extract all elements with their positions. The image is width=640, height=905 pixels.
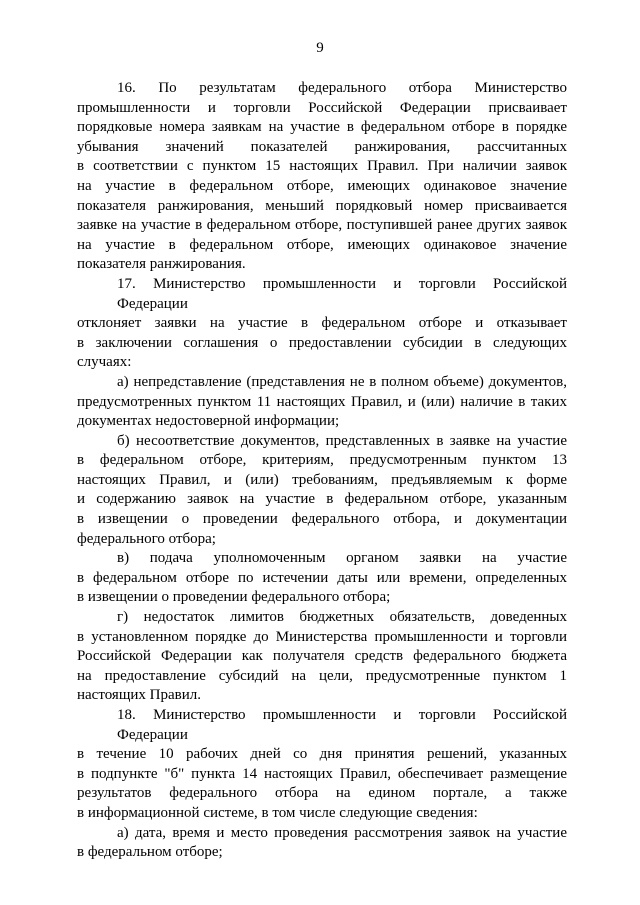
- text-line: 16. По результатам федерального отбора Министерство: [117, 80, 567, 96]
- text-line: в федеральном отборе по истечении даты или времени, определенных: [77, 569, 567, 586]
- text-line: в заключении соглашения о предоставлении субсидии в следующих: [77, 334, 567, 351]
- text-line: настоящих Правил.: [77, 687, 201, 704]
- text-line: документах недостоверной информации;: [77, 413, 340, 430]
- text-line: в течение 10 рабочих дней со дня принятия решений, указанных: [77, 746, 567, 763]
- text-line: показателя ранжирования, меньший порядковый номер присваивается: [77, 197, 567, 214]
- text-line: промышленности и торговли Российской Федерации присваивает: [77, 99, 567, 116]
- text-line: убывания значений показателей ранжирования, рассчитанных: [77, 138, 567, 155]
- text-line: Российской Федерации как получателя средств федерального бюджета: [77, 648, 567, 665]
- text-line: в извещении о проведении федерального отбора;: [77, 589, 391, 606]
- paragraph-17-a: [77, 373, 567, 432]
- text-line: в) подача уполномоченным органом заявки на участие: [117, 550, 567, 567]
- text-line: в федеральном отборе;: [77, 844, 223, 861]
- text-line: на участие в федеральном отборе, имеющих одинаковое значение: [77, 236, 567, 253]
- text-line: 18. Министерство промышленности и торговли Российской Федерации: [117, 707, 567, 743]
- paragraph-16: [77, 79, 567, 275]
- text-line: 17. Министерство промышленности и торговли Российской Федерации: [117, 275, 567, 312]
- text-line: в соответствии с пунктом 15 настоящих Правил. При наличии заявок: [77, 158, 567, 175]
- text-line: на предоставление субсидий на цели, предусмотренные пунктом 1: [77, 667, 567, 684]
- paragraph-17: [77, 275, 567, 373]
- text-line: показателя ранжирования.: [77, 256, 246, 273]
- text-line: федерального отбора;: [77, 530, 216, 547]
- paragraph-17-g: [77, 608, 567, 706]
- text-line: случаях:: [77, 354, 132, 371]
- text-line: г) недостаток лимитов бюджетных обязательств, доведенных: [117, 609, 567, 626]
- text-line: предусмотренных пунктом 11 настоящих Правил, и (или) наличие в таких: [77, 393, 567, 410]
- text-line: заявке на участие в федеральном отборе, поступившей ранее других заявок: [77, 217, 567, 234]
- text-line: б) несоответствие документов, представленных в заявке на участие: [117, 432, 567, 449]
- text-line: в информационной системе, в том числе следующие сведения:: [77, 804, 478, 821]
- paragraph-18: [77, 706, 567, 824]
- text-line: а) дата, время и место проведения рассмотрения заявок на участие: [117, 824, 567, 841]
- paragraph-17-v: [77, 549, 567, 608]
- text-line: в федеральном отборе, критериям, предусмотренным пунктом 13: [77, 452, 567, 469]
- text-line: результатов федерального отбора на едином портале, а также: [77, 785, 567, 802]
- text-line: настоящих Правил, и (или) требованиям, предъявляемым к форме: [77, 471, 567, 488]
- text-line: в установленном порядке до Министерства промышленности и торговли: [77, 628, 567, 645]
- text-line: и содержанию заявок на участие в федеральном отборе, указанным: [77, 491, 567, 508]
- text-line: в подпункте "б" пункта 14 настоящих Правил, обеспечивает размещение: [77, 765, 567, 782]
- text-line: на участие в федеральном отборе, имеющих одинаковое значение: [77, 177, 567, 194]
- text-line: а) непредставление (представления не в полном объеме) документов,: [117, 373, 567, 390]
- text-line: порядковые номера заявкам на участие в федеральном отборе в порядке: [77, 119, 567, 136]
- paragraph-17-b: [77, 432, 567, 550]
- paragraph-18-a: [77, 824, 567, 863]
- document-body: [77, 79, 567, 863]
- page-number: 9: [316, 40, 324, 56]
- text-line: отклоняет заявки на участие в федеральном отборе и отказывает: [77, 315, 567, 332]
- text-line: в извещении о проведении федерального отбора, и документации: [77, 511, 567, 528]
